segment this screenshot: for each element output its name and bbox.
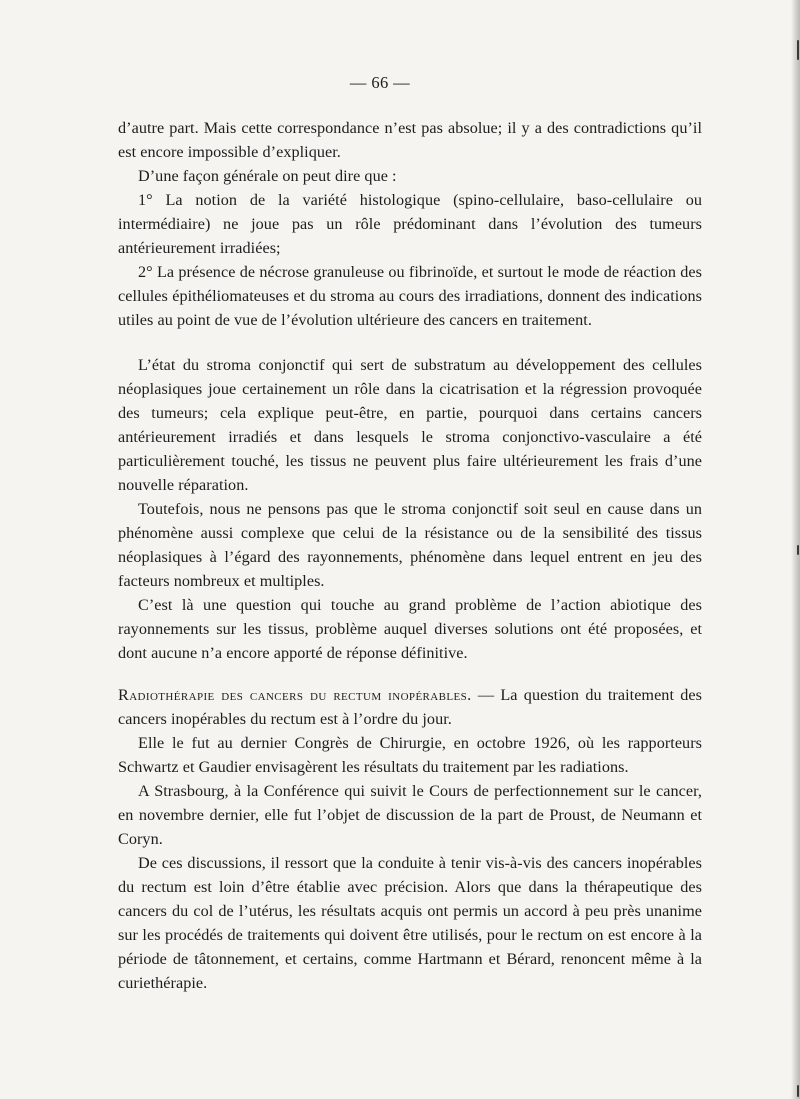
- paragraph: 1° La notion de la variété histologique (spino-cellulaire, baso-cellulaire ou intermédiaire) ne joue pas un rôle prédominant dans l’évolution des tumeurs antérieurement irradiées;: [118, 191, 702, 257]
- edge-mark: [797, 1085, 799, 1097]
- page-number: — 66 —: [349, 73, 411, 92]
- section-heading: Radiothérapie des cancers du rectum inopérables.: [118, 686, 472, 704]
- heading-continuation: — La question du traitement des cancers inopérables du rectum est à l’ordre du jour.: [118, 686, 702, 728]
- text-block-conclusions: [118, 116, 702, 332]
- page-edge-shadow: [791, 0, 800, 1099]
- paragraph: De ces discussions, il ressort que la conduite à tenir vis-à-vis des cancers inopérables du rectum est loin d’être établie avec précision. Alors que dans la thérapeutique des cancers du col de l’utérus, les résultats acquis ont permis un accord à peu près unanime sur les procédés de traitements qui doivent être utilisés, pour le rectum on est encore à la période de tâtonnement, et certains, comme Hartmann et Bérard, renoncent même à la curiethérapie.: [118, 854, 702, 992]
- paragraph: A Strasbourg, à la Conférence qui suivit le Cours de perfectionnement sur le cancer, en novembre dernier, elle fut l’objet de discussion de la part de Proust, de Neumann et Coryn.: [118, 782, 702, 848]
- paragraph: Toutefois, nous ne pensons pas que le stroma conjonctif soit seul en cause dans un phénomène aussi complexe que celui de la résistance ou de la sensibilité des tissus néoplasiques à l’égard des rayonnements, phénomène dans lequel entrent en jeu des facteurs nombreux et multiples.: [118, 500, 702, 590]
- paragraph: 2° La présence de nécrose granuleuse ou fibrinoïde, et surtout le mode de réaction des cellules épithéliomateuses et du stroma au cours des irradiations, donnent des indications utiles au point de vue de l’évolution ultérieure des cancers en traitement.: [118, 263, 702, 329]
- paragraph: L’état du stroma conjonctif qui sert de substratum au développement des cellules néoplasiques joue certainement un rôle dans la cicatrisation et la régression provoquée des tumeurs; cela explique peut-être, en partie, pourquoi dans certains cancers antérieurement irradiés et dans lesquels le stroma conjonctivo-vasculaire a été particulièrement touché, les tissus ne peuvent plus faire ultérieurement les frais d’une nouvelle réparation.: [118, 356, 702, 494]
- text-block-stroma: [118, 353, 702, 665]
- paragraph: C’est là une question qui touche au grand problème de l’action abiotique des rayonnements sur les tissus, problème auquel diverses solutions ont été proposées, et dont aucune n’a encore apporté de réponse définitive.: [118, 596, 702, 662]
- edge-mark: [797, 40, 799, 60]
- paragraph: Elle le fut au dernier Congrès de Chirurgie, en octobre 1926, où les rapporteurs Schwartz et Gaudier envisagèrent les résultats du traitement par les radiations.: [118, 734, 702, 776]
- paragraph: d’autre part. Mais cette correspondance n’est pas absolue; il y a des contradictions qu’il est encore impossible d’expliquer.: [118, 119, 702, 161]
- paragraph: D’une façon générale on peut dire que :: [138, 167, 397, 185]
- edge-mark: [797, 545, 799, 555]
- section-heading-paragraph: [118, 683, 702, 731]
- text-block-rectum: [118, 683, 702, 995]
